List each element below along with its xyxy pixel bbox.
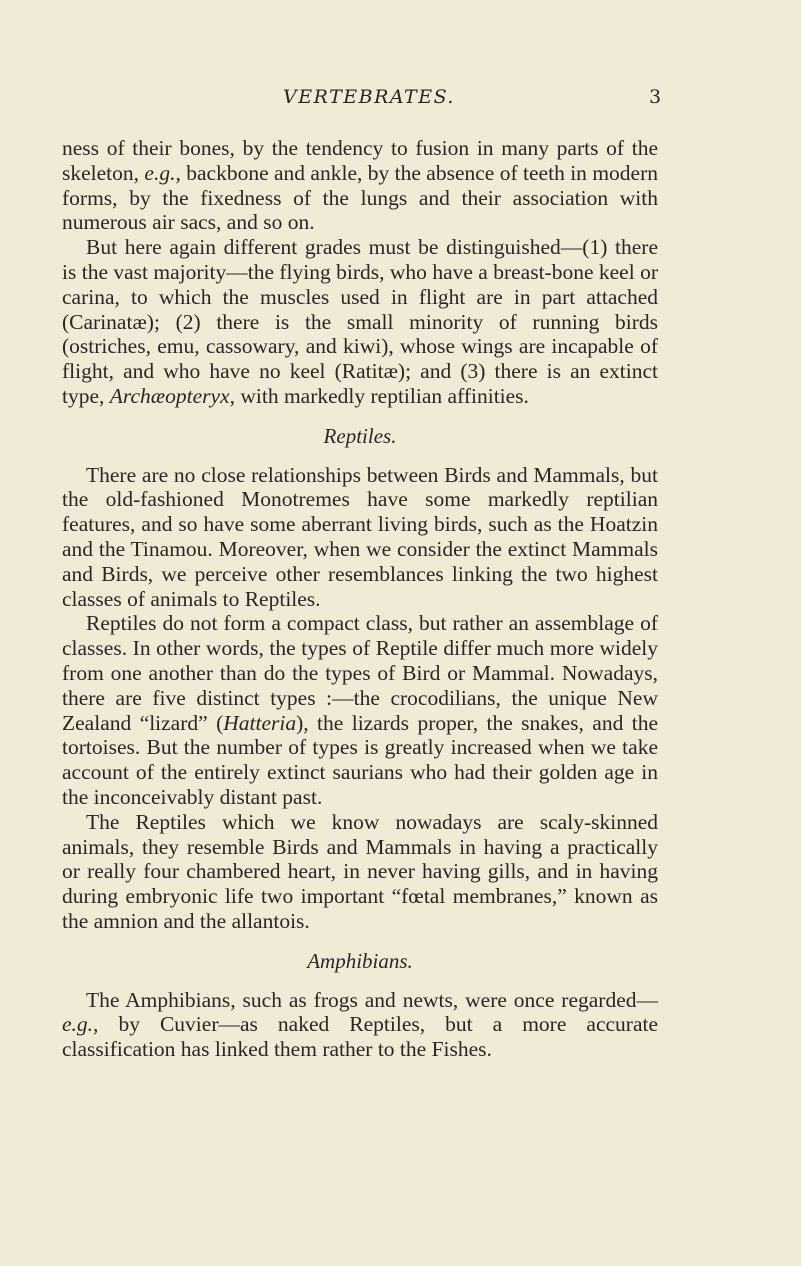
section-heading-reptiles: Reptiles. (323, 423, 397, 448)
page-number: 3 (649, 86, 662, 108)
section-heading-amphibians: Amphibians. (307, 948, 413, 973)
paragraph-amphibians: The Amphibians, such as frogs and newts, were once regarded—e.g., by Cuvier—as naked Reptiles, but a more accurate classification has linked them rather to the Fishes. (62, 987, 658, 1062)
paragraph-reptile-types: Reptiles do not form a compact class, but rather an assemblage of classes. In other words, the types of Reptile differ much more widely from one another than do the types of Bird or Mammal. Nowadays, there are five distinct types :—the crocodilians, the unique New Zealand “lizard” (Hatteria), the lizards proper, the snakes, and the tortoises. But the number of types is greatly increased when we take account of the entirely extinct saurians who had their golden age in the inconceivably distant past. (62, 611, 658, 809)
paragraph-bird-grades: But here again different grades must be distinguished—(1) there is the vast majority—the flying birds, who have a breast-bone keel or carina, to which the muscles used in flight are in part attached (Carinatæ); (2) there is the small minority of running birds (ostriches, emu, cassowary, and kiwi), whose wings are incapable of flight, and who have no keel (Ratitæ); and (3) there is an extinct type, Archæopteryx, with markedly reptilian affinities. (62, 235, 658, 408)
body-text (62, 136, 658, 1062)
paragraph-reptile-relationships: There are no close relationships between Birds and Mammals, but the old-fashioned Monotremes have some markedly reptilian features, and so have some aberrant living birds, such as the Hoatzin and the Tinamou. Moreover, when we consider the extinct Mammals and Birds, we perceive other resemblances linking the two highest classes of animals to Reptiles. (62, 462, 658, 611)
running-head (0, 86, 801, 116)
paragraph-reptile-features: The Reptiles which we know nowadays are scaly-skinned animals, they resemble Birds and Mammals in having a practically or really four chambered heart, in never having gills, and in having during embryonic life two important “fœtal membranes,” known as the amnion and the allantois. (62, 809, 658, 933)
paragraph-birds-continued: ness of their bones, by the tendency to fusion in many parts of the skeleton, e.g., backbone and ankle, by the absence of teeth in modern forms, by the fixedness of the lungs and their association with numerous air sacs, and so on. (62, 136, 658, 235)
running-title: VERTEBRATES. (283, 86, 455, 108)
